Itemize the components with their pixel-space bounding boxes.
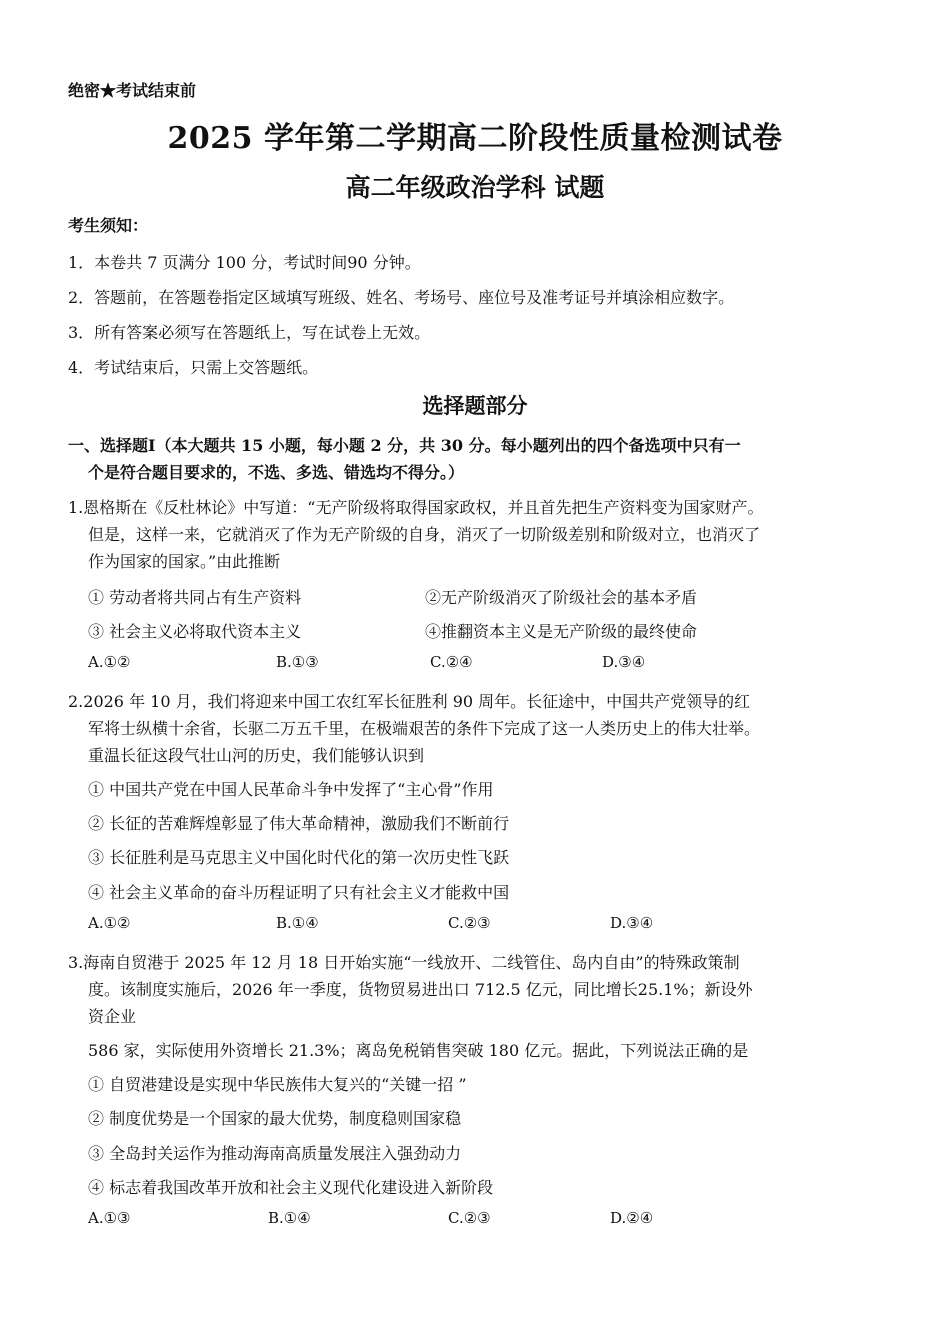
stem-line: 作为国家的国家。”由此推断 — [88, 552, 281, 571]
stem-line: 3.海南自贸港于 2025 年 12 月 18 日开始实施“一线放开、二线管住、岛内自由”的特殊政策制 — [68, 953, 740, 972]
stem-line: 重温长征这段气壮山河的历史，我们能够认识到 — [88, 746, 425, 765]
notice-item: 4．考试结束后，只需上交答题纸。 — [68, 358, 319, 377]
question-2-option: ② 长征的苦难辉煌彰显了伟大革命精神，激励我们不断前行 — [88, 814, 510, 833]
question-3-option: ① 自贸港建设是实现中华民族伟大复兴的“关键一招 ” — [88, 1075, 467, 1094]
question-3-stem — [68, 949, 888, 1030]
question-2-choice: B.①④ — [276, 914, 319, 932]
confidential-label: 绝密★考试结束前 — [68, 81, 197, 100]
stem-line: 资企业 — [88, 1007, 137, 1026]
notice-item: 2．答题前，在答题卷指定区域填写班级、姓名、考场号、座位号及准考证号并填涂相应数字。 — [68, 288, 735, 307]
question-2-choice: D.③④ — [610, 914, 654, 932]
question-3-choice: C.②③ — [448, 1209, 491, 1227]
question-2-choice: C.②③ — [448, 914, 491, 932]
question-3-option: ④ 标志着我国改革开放和社会主义现代化建设进入新阶段 — [88, 1178, 494, 1197]
stem-line: 度。该制度实施后，2026 年一季度，货物贸易进出口 712.5 亿元，同比增长25.1%；新设外 — [88, 980, 753, 999]
question-3-option: ③ 全岛封关运作为推动海南高质量发展注入强劲动力 — [88, 1144, 462, 1163]
question-3-choice: D.②④ — [610, 1209, 654, 1227]
exam-title: 2025 学年第二学期高二阶段性质量检测试卷 — [167, 121, 783, 156]
question-1-option: ① 劳动者将共同占有生产资料 — [88, 588, 302, 607]
question-2-option: ③ 长征胜利是马克思主义中国化时代化的第一次历史性飞跃 — [88, 848, 510, 867]
notice-item: 1．本卷共 7 页满分 100 分，考试时间90 分钟。 — [68, 253, 421, 272]
question-1-choice: B.①③ — [276, 653, 319, 671]
stem-line: 2.2026 年 10 月，我们将迎来中国工农红军长征胜利 90 周年。长征途中，中国共产党领导的红 — [68, 692, 751, 711]
question-1-stem — [68, 494, 888, 575]
question-1-choice: C.②④ — [430, 653, 473, 671]
part-heading — [68, 432, 888, 486]
subject-title: 高二年级政治学科 试题 — [345, 173, 605, 202]
question-3-stem-line: 586 家，实际使用外资增长 21.3%；离岛免税销售突破 180 亿元。据此，下列说法正确的是 — [88, 1041, 749, 1060]
question-3-option: ② 制度优势是一个国家的最大优势，制度稳则国家稳 — [88, 1109, 462, 1128]
notice-heading: 考生须知： — [68, 216, 149, 235]
question-1-choice: A.①② — [88, 653, 131, 671]
question-2-option: ① 中国共产党在中国人民革命斗争中发挥了“主心骨”作用 — [88, 780, 494, 799]
notice-item: 3．所有答案必须写在答题纸上，写在试卷上无效。 — [68, 323, 431, 342]
stem-line: 但是，这样一来，它就消灭了作为无产阶级的自身，消灭了一切阶级差别和阶级对立，也消灭了 — [88, 525, 761, 544]
question-1-option: ②无产阶级消灭了阶级社会的基本矛盾 — [425, 588, 698, 607]
question-1-option: ③ 社会主义必将取代资本主义 — [88, 622, 302, 641]
question-1-choice: D.③④ — [602, 653, 646, 671]
question-2-choice: A.①② — [88, 914, 131, 932]
question-2-stem — [68, 688, 888, 769]
stem-line: 军将士纵横十余省，长驱二万五千里，在极端艰苦的条件下完成了这一人类历史上的伟大壮举。 — [88, 719, 761, 738]
question-1-option: ④推翻资本主义是无产阶级的最终使命 — [425, 622, 698, 641]
part-heading-line: 个是符合题目要求的，不选、多选、错选均不得分。） — [88, 463, 465, 482]
question-3-choice: A.①③ — [88, 1209, 131, 1227]
part-heading-line: 一、选择题Ⅰ（本大题共 15 小题，每小题 2 分，共 30 分。每小题列出的四个备选项中只有一 — [68, 436, 741, 455]
question-2-option: ④ 社会主义革命的奋斗历程证明了只有社会主义才能救中国 — [88, 883, 510, 902]
section-title: 选择题部分 — [422, 393, 528, 418]
stem-line: 1.恩格斯在《反杜林论》中写道：“无产阶级将取得国家政权，并且首先把生产资料变为国家财产。 — [68, 498, 764, 517]
question-3-choice: B.①④ — [268, 1209, 311, 1227]
